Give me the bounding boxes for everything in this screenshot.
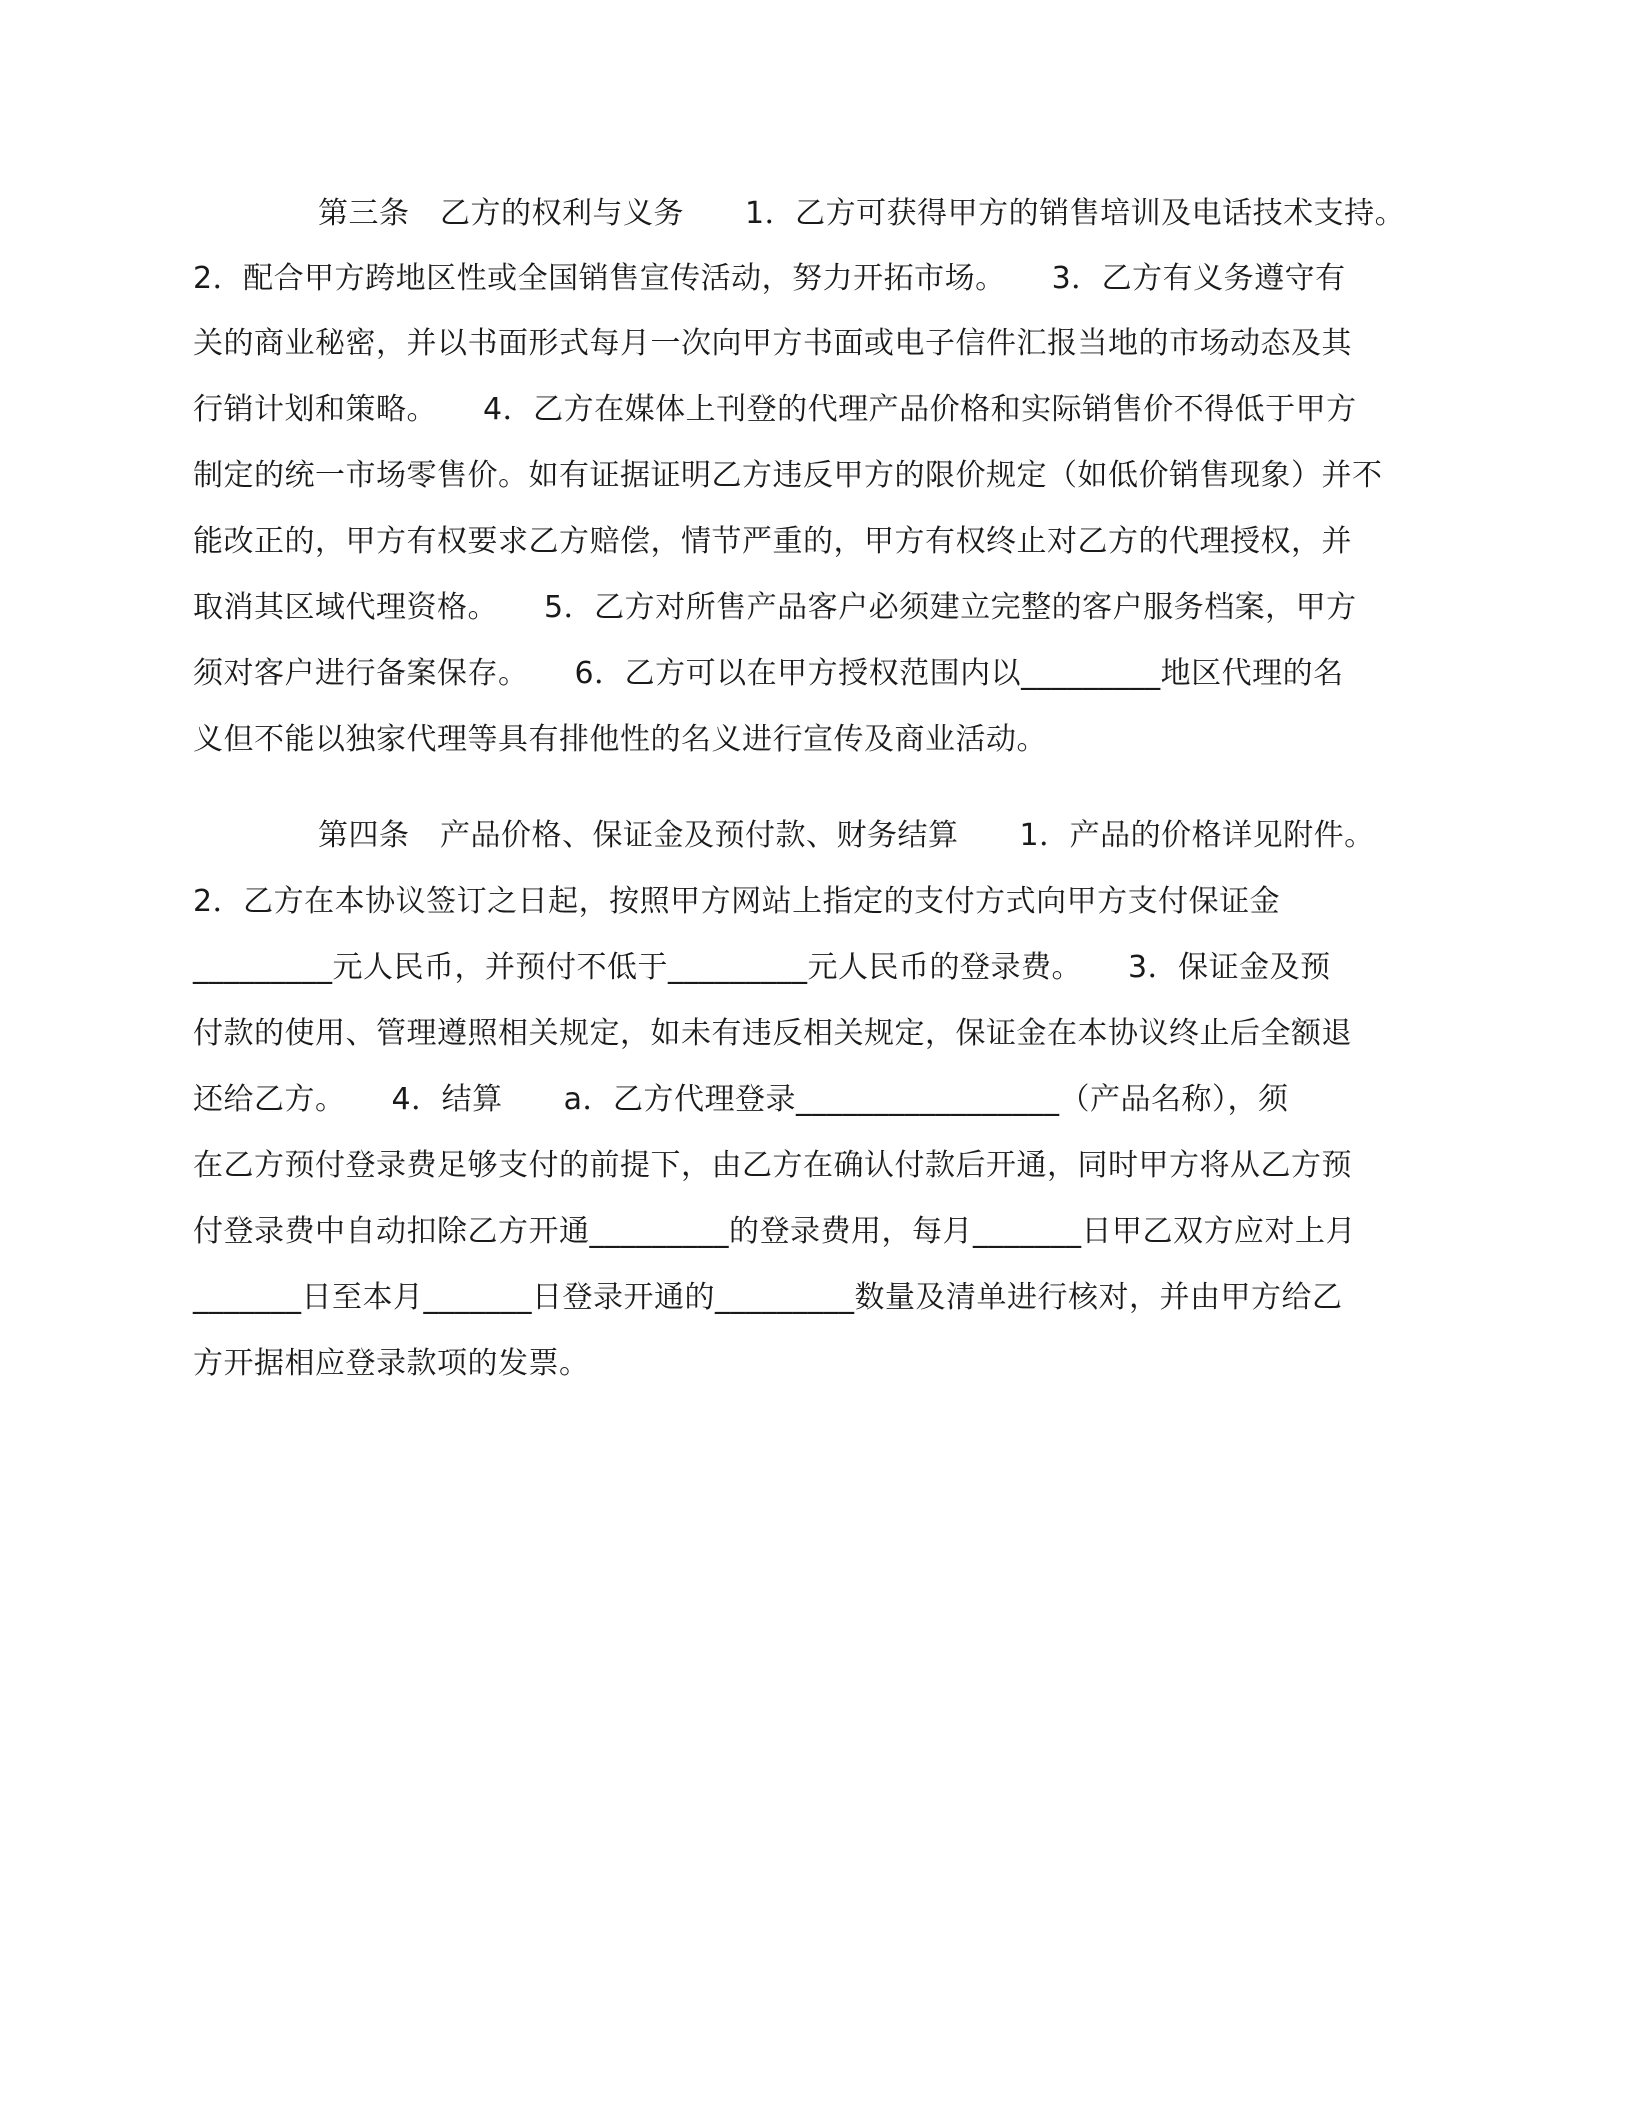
article-3-line-1: 第三条 乙方的权利与义务 1．乙方可获得甲方的销售培训及电话技术支持。 [318,196,1406,231]
article-3-line-4: 行销计划和策略。 4．乙方在媒体上刊登的代理产品价格和实际销售价不得低于甲方 [193,392,1357,427]
article-3-line-3: 关的商业秘密，并以书面形式每月一次向甲方书面或电子信件汇报当地的市场动态及其 [193,326,1352,361]
article-4-line-5: 还给乙方。 4．结算 a．乙方代理登录_________________（产品名称），须 [193,1082,1289,1117]
article-4-line-8: _______日至本月_______日登录开通的_________数量及清单进行核对，并由甲方给乙 [193,1280,1343,1315]
article-4-line-4: 付款的使用、管理遵照相关规定，如未有违反相关规定，保证金在本协议终止后全额退 [193,1016,1352,1051]
article-3-line-6: 能改正的，甲方有权要求乙方赔偿，情节严重的，甲方有权终止对乙方的代理授权，并 [193,524,1352,559]
article-4-line-1: 第四条 产品价格、保证金及预付款、财务结算 1．产品的价格详见附件。 [318,818,1375,853]
article-4-line-9: 方开据相应登录款项的发票。 [193,1346,590,1381]
article-3-line-7: 取消其区域代理资格。 5．乙方对所售产品客户必须建立完整的客户服务档案，甲方 [193,590,1357,625]
article-3-line-5: 制定的统一市场零售价。如有证据证明乙方违反甲方的限价规定（如低价销售现象）并不 [193,458,1383,493]
article-4-line-7: 付登录费中自动扣除乙方开通_________的登录费用，每月_______日甲乙双方应对上月 [193,1214,1356,1249]
article-3-line-2: 2．配合甲方跨地区性或全国销售宣传活动，努力开拓市场。 3．乙方有义务遵守有 [193,261,1346,296]
article-3-line-9: 义但不能以独家代理等具有排他性的名义进行宣传及商业活动。 [193,722,1047,757]
article-3-line-8: 须对客户进行备案保存。 6．乙方可以在甲方授权范围内以_________地区代理的名 [193,656,1344,691]
article-4-line-6: 在乙方预付登录费足够支付的前提下，由乙方在确认付款后开通，同时甲方将从乙方预 [193,1148,1352,1183]
article-4-line-3: _________元人民币，并预付不低于_________元人民币的登录费。 3．保证金及预 [193,950,1331,985]
article-4-line-2: 2．乙方在本协议签订之日起，按照甲方网站上指定的支付方式向甲方支付保证金 [193,884,1281,919]
